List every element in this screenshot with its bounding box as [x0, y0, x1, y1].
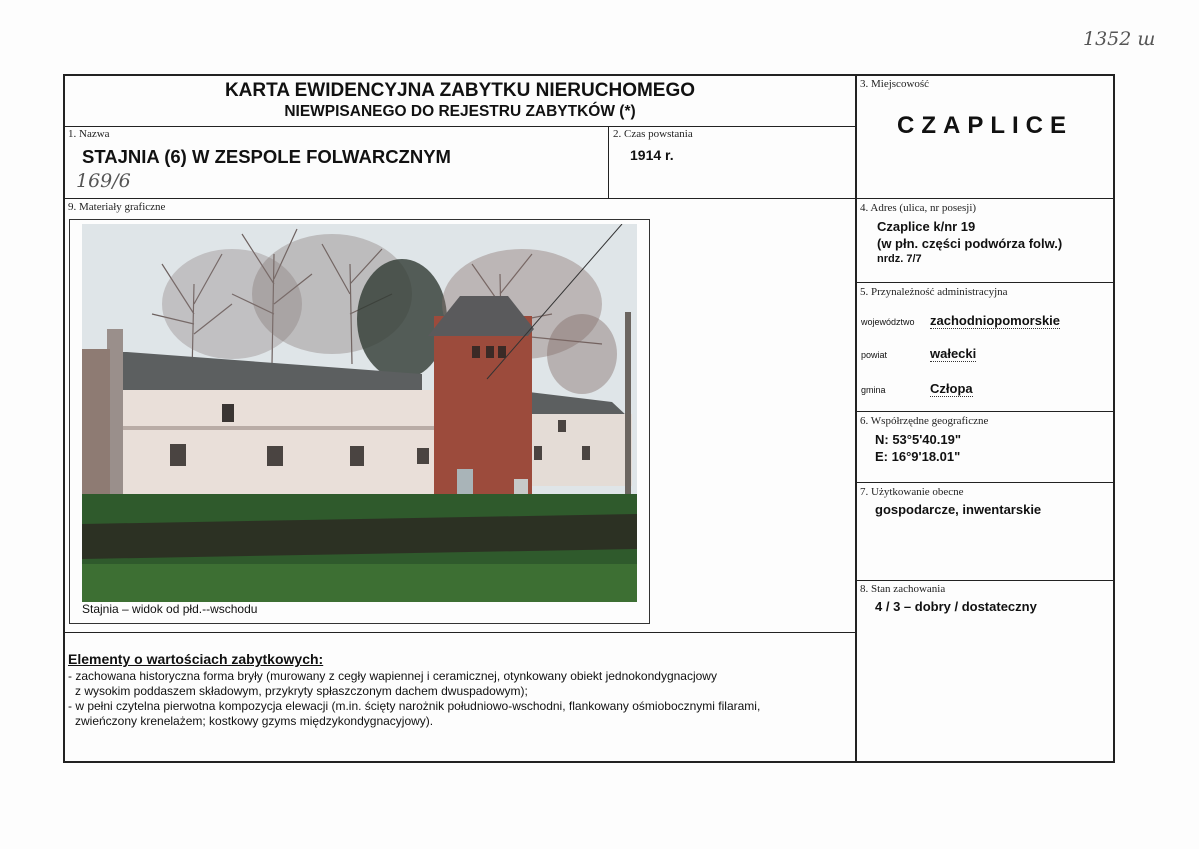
adres-label: 4. Adres (ulica, nr posesji)	[860, 202, 977, 214]
miejscowosc-label: 3. Miejscowość	[860, 78, 930, 90]
uzytkowanie-label: 7. Użytkowanie obecne	[860, 486, 964, 498]
gmina-value: Człopa	[930, 381, 973, 396]
elementy-line4: zwieńczony krenelażem; kostkowy gzyms międzykondygnacyjowy).	[75, 714, 434, 728]
elementy-line1: - zachowana historyczna forma bryły (murowany z cegły wapiennej i ceramicznej, otynkowany obiekt jednokondygnacjowy	[68, 669, 717, 683]
elementy-heading: Elementy o wartościach zabytkowych:	[68, 651, 324, 667]
stan-label: 8. Stan zachowania	[860, 583, 946, 595]
powiat-label: powiat	[861, 350, 888, 360]
stan-value: 4 / 3 – dobry / dostateczny	[875, 599, 1037, 614]
wspolrzedne-e: E: 16°9'18.01"	[875, 449, 961, 464]
czas-powstania-value: 1914 r.	[630, 147, 674, 163]
uzytkowanie-value: gospodarcze, inwentarskie	[875, 502, 1042, 517]
form-title-line2: NIEWPISANEGO DO REJESTRU ZABYTKÓW (*)	[284, 103, 636, 120]
nazwa-label: 1. Nazwa	[68, 128, 110, 140]
elementy-line3: - w pełni czytelna pierwotna kompozycja elewacji (m.in. ścięty narożnik południowo-wschodni, flankowany ośmiobocznymi filarami,	[68, 699, 761, 713]
powiat-value: wałecki	[930, 346, 977, 361]
adres-line3: nrdz. 7/7	[877, 253, 922, 265]
nazwa-handwritten-number: 169/6	[76, 170, 131, 192]
gmina-label: gmina	[861, 385, 886, 395]
czas-powstania-label: 2. Czas powstania	[613, 128, 693, 140]
wojewodztwo-value: zachodniopomorskie	[930, 313, 1061, 328]
stable-photo	[82, 224, 637, 602]
przynaleznosc-label: 5. Przynależność administracyjna	[860, 286, 1008, 298]
wspolrzedne-label: 6. Współrzędne geograficzne	[860, 415, 989, 427]
photo-caption: Stajnia – widok od płd.--wschodu	[82, 602, 258, 616]
wojewodztwo-label: województwo	[861, 317, 915, 327]
nazwa-value: STAJNIA (6) W ZESPOLE FOLWARCZNYM	[82, 146, 451, 167]
corner-handwritten-note: 1352 ш	[1083, 28, 1156, 50]
adres-line2: (w płn. części podwórza folw.)	[877, 236, 1063, 251]
wspolrzedne-n: N: 53°5'40.19"	[875, 432, 962, 447]
adres-line1: Czaplice k/nr 19	[877, 219, 976, 234]
elementy-line2: z wysokim poddaszem składowym, przykryty spłaszczonym dachem dwuspadowym);	[75, 684, 528, 698]
materialy-label: 9. Materiały graficzne	[68, 201, 166, 213]
form-title-line1: KARTA EWIDENCYJNA ZABYTKU NIERUCHOMEGO	[224, 80, 696, 101]
miejscowosc-value: CZAPLICE	[897, 112, 1073, 139]
